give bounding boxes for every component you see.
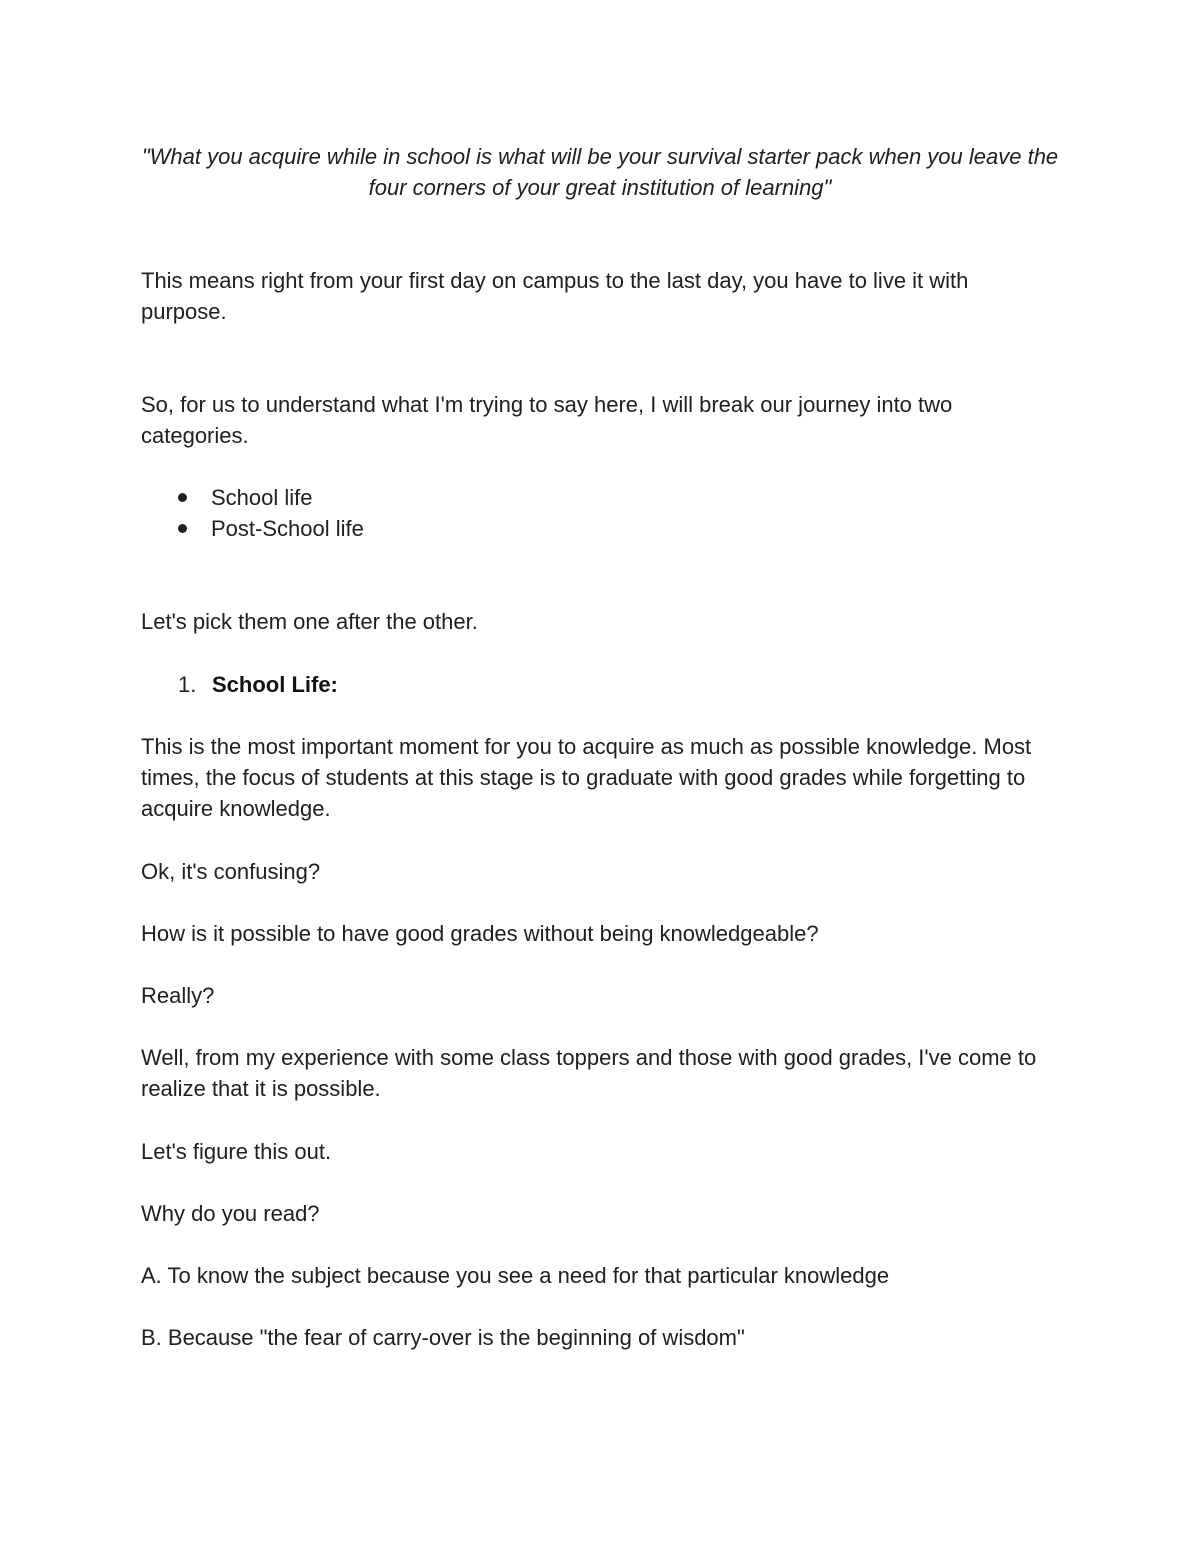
bullet-label: Post-School life: [211, 516, 364, 541]
section-number: 1.: [178, 672, 197, 697]
paragraph-purpose: This means right from your first day on campus to the last day, you have to live it with purpose.: [141, 268, 969, 324]
paragraph-confusing: Ok, it's confusing?: [141, 859, 321, 884]
bullet-icon: [178, 493, 187, 502]
section-title: School Life:: [212, 672, 338, 697]
bullet-label: School life: [211, 485, 313, 510]
opening-quote: "What you acquire while in school is what will be your survival starter pack when you leave the four corners of your great institution of learning": [141, 144, 1059, 200]
paragraph-categories: So, for us to understand what I'm trying to say here, I will break our journey into two categories.: [141, 392, 953, 448]
section-heading-school-life: [178, 669, 338, 700]
paragraph-how-possible: How is it possible to have good grades without being knowledgeable?: [141, 921, 819, 946]
paragraph-really: Really?: [141, 983, 215, 1008]
bullet-icon: [178, 524, 187, 533]
paragraph-experience: Well, from my experience with some class toppers and those with good grades, I've come to realize that it is possible.: [141, 1045, 1037, 1101]
bullet-item: [178, 513, 364, 544]
option-a: A. To know the subject because you see a need for that particular knowledge: [141, 1263, 890, 1288]
paragraph-figure-out: Let's figure this out.: [141, 1139, 332, 1164]
paragraph-pick-them: Let's pick them one after the other.: [141, 609, 478, 634]
bullet-item: [178, 482, 313, 513]
paragraph-important-moment: This is the most important moment for you to acquire as much as possible knowledge. Most times, the focus of students at this stage is to graduate with good grades while forgetting to acquire knowledge.: [141, 734, 1032, 821]
paragraph-why-read: Why do you read?: [141, 1201, 320, 1226]
option-b: B. Because "the fear of carry-over is the beginning of wisdom": [141, 1325, 745, 1350]
